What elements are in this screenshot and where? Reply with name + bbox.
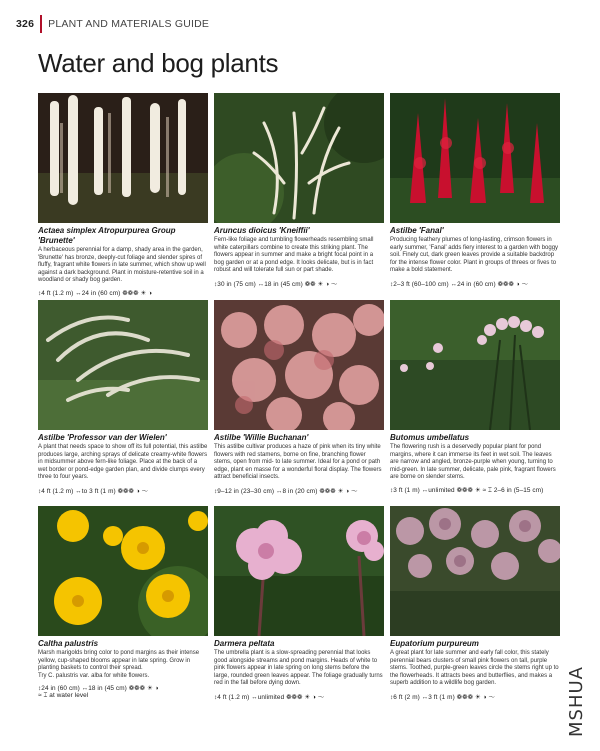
plant-card xyxy=(390,93,560,288)
plant-name: Darmera peltata xyxy=(214,639,275,648)
plant-photo-darmera xyxy=(214,506,384,636)
plant-meta: ↕4 ft (1.2 m) ↔to 3 ft (1 m) ❁❁❁ ◑ 〜 xyxy=(38,487,149,495)
plant-card xyxy=(38,93,208,297)
plant-meta: ↕3 ft (1 m) ↔unlimited ❁❁❁ ☀ ≈ ⌶ 2–6 in (5–15 cm) xyxy=(390,486,544,494)
plant-description: Producing feathery plumes of long-lasting, crimson flowers in early summer, 'Fanal' adds fiery interest to a garden with boggy soil. Finely cut, dark green leaves provide a suitable backdrop for the intense flower color. Plant in groups of threes or fives to make a bold statement. xyxy=(390,237,559,274)
plant-description: The umbrella plant is a slow-spreading perennial that looks good alongside streams and pond margins. Heads of white to pink flowers appear in late spring on long stems before the large, rounded green leaves appear. The foliage gradually turns red in the fall before dying down. xyxy=(214,650,383,687)
plant-photo-astilbe-willie xyxy=(214,300,384,430)
plant-photo-astilbe-fanal xyxy=(390,93,560,223)
plant-name: Aruncus dioicus 'Kneiffii' xyxy=(214,226,310,235)
plant-description: Fern-like foliage and tumbling flowerheads resembling small white caterpillars combine to create this striking plant. The flowers appear in summer and make a bright focal point in a bog garden or at a pond edge. It looks delicate, but is in fact robust and will tolerate full sun or part shade. xyxy=(214,237,374,274)
header-divider xyxy=(40,15,42,33)
plant-card xyxy=(214,93,384,288)
plant-meta: ↕4 ft (1.2 m) ↔unlimited ❁❁❁ ☀ ◑ 〜 xyxy=(214,693,325,701)
page-title: Water and bog plants xyxy=(38,48,279,78)
plant-meta: ↕30 in (75 cm) ↔18 in (45 cm) ❁❁ ☀ ◑ 〜 xyxy=(214,280,338,288)
plant-name: Astilbe 'Fanal' xyxy=(390,226,444,235)
plant-description: This astilbe cultivar produces a haze of pink when its tiny white flowers with red stamens, borne on fine, branching flower stems, open from mid- to late summer. Ideal for a pond or path edge, plant en masse for a wonderful floral display. The flowers attract beneficial insects. xyxy=(214,444,382,481)
plant-photo-butomus xyxy=(390,300,560,430)
plant-meta: ↕6 ft (2 m) ↔3 ft (1 m) ❁❁❁ ☀ ◑ 〜 xyxy=(390,693,495,701)
page-number: 326 xyxy=(16,18,35,30)
section-title: PLANT AND MATERIALS GUIDE xyxy=(48,18,210,30)
plant-card xyxy=(214,300,384,495)
plant-meta: ↕9–12 in (23–30 cm) ↔8 in (20 cm) ❁❁❁ ☀ ◑ 〜 xyxy=(214,487,358,495)
plant-photo-caltha xyxy=(38,506,208,636)
plant-description: A great plant for late summer and early fall color, this stately perennial bears clusters of small pink flowers on tall, purple stems. Toothed, purple-green leaves circle the stems right up to the flowerheads. It attracts bees and butterflies, and makes a superb addition to a wildlife bog garden. xyxy=(390,650,559,687)
plant-card xyxy=(38,506,208,700)
plant-name: Caltha palustris xyxy=(38,639,99,648)
plant-photo-astilbe-wielen xyxy=(38,300,208,430)
plant-description: A plant that needs space to show off its full potential, this astilbe produces large, arching sprays of delicate creamy-white flowers in midsummer above fern-like foliage. Place at the back of a wet border or pond-edge garden plan, and divide clumps every three to four years. xyxy=(38,444,208,481)
plant-name: Butomus umbellatus xyxy=(390,433,470,442)
plant-description: The flowering rush is a deservedly popular plant for pond margins, where it can immerse its feet in wet soil. The leaves are narrow and angled, bronze-purple when young, turning to mid-green. In late summer, delicate, pale pink, fragrant flowers are borne on slender stems. xyxy=(390,444,556,481)
plant-card xyxy=(214,506,384,701)
plant-card xyxy=(390,300,560,495)
plant-name: Eupatorium purpureum xyxy=(390,639,479,648)
plant-meta: ↕2–3 ft (60–100 cm) ↔24 in (60 cm) ❁❁❁ ◑ 〜 xyxy=(390,280,529,288)
plant-photo-eupatorium xyxy=(390,506,560,636)
plant-name: Astilbe 'Professor van der Wielen' xyxy=(38,433,167,442)
plant-card xyxy=(38,300,208,495)
plant-meta: ↕24 in (60 cm) ↔18 in (45 cm) ❁❁❁ ☀ ◑ ≈ ⌶ at water level xyxy=(38,685,159,700)
plant-card xyxy=(390,506,560,701)
watermark: MSHUA xyxy=(566,666,587,737)
plant-name: Actaea simplex Atropurpurea Group 'Brunette' xyxy=(38,226,176,245)
plant-name: Astilbe 'Willie Buchanan' xyxy=(214,433,309,442)
plant-description: A herbaceous perennial for a damp, shady area in the garden, 'Brunette' has bronze, deeply-cut foliage and slender spires of fluffy, fragrant white flowers in late summer, which show up well against a dark background. Plant in moisture-retentive soil in a woodland or shady bog garden. xyxy=(38,247,206,284)
plant-description: Marsh marigolds bring color to pond margins as their intense yellow, cup-shaped blooms appear in late spring. Grow in planting baskets to control their spread. Try C. palustris var. alba for white flowers. xyxy=(38,650,200,679)
plant-meta: ↕4 ft (1.2 m) ↔24 in (60 cm) ❁❁❁ ☀ ◑ xyxy=(38,289,153,297)
plant-photo-actaea xyxy=(38,93,208,223)
plant-photo-aruncus xyxy=(214,93,384,223)
page-header xyxy=(16,16,209,32)
